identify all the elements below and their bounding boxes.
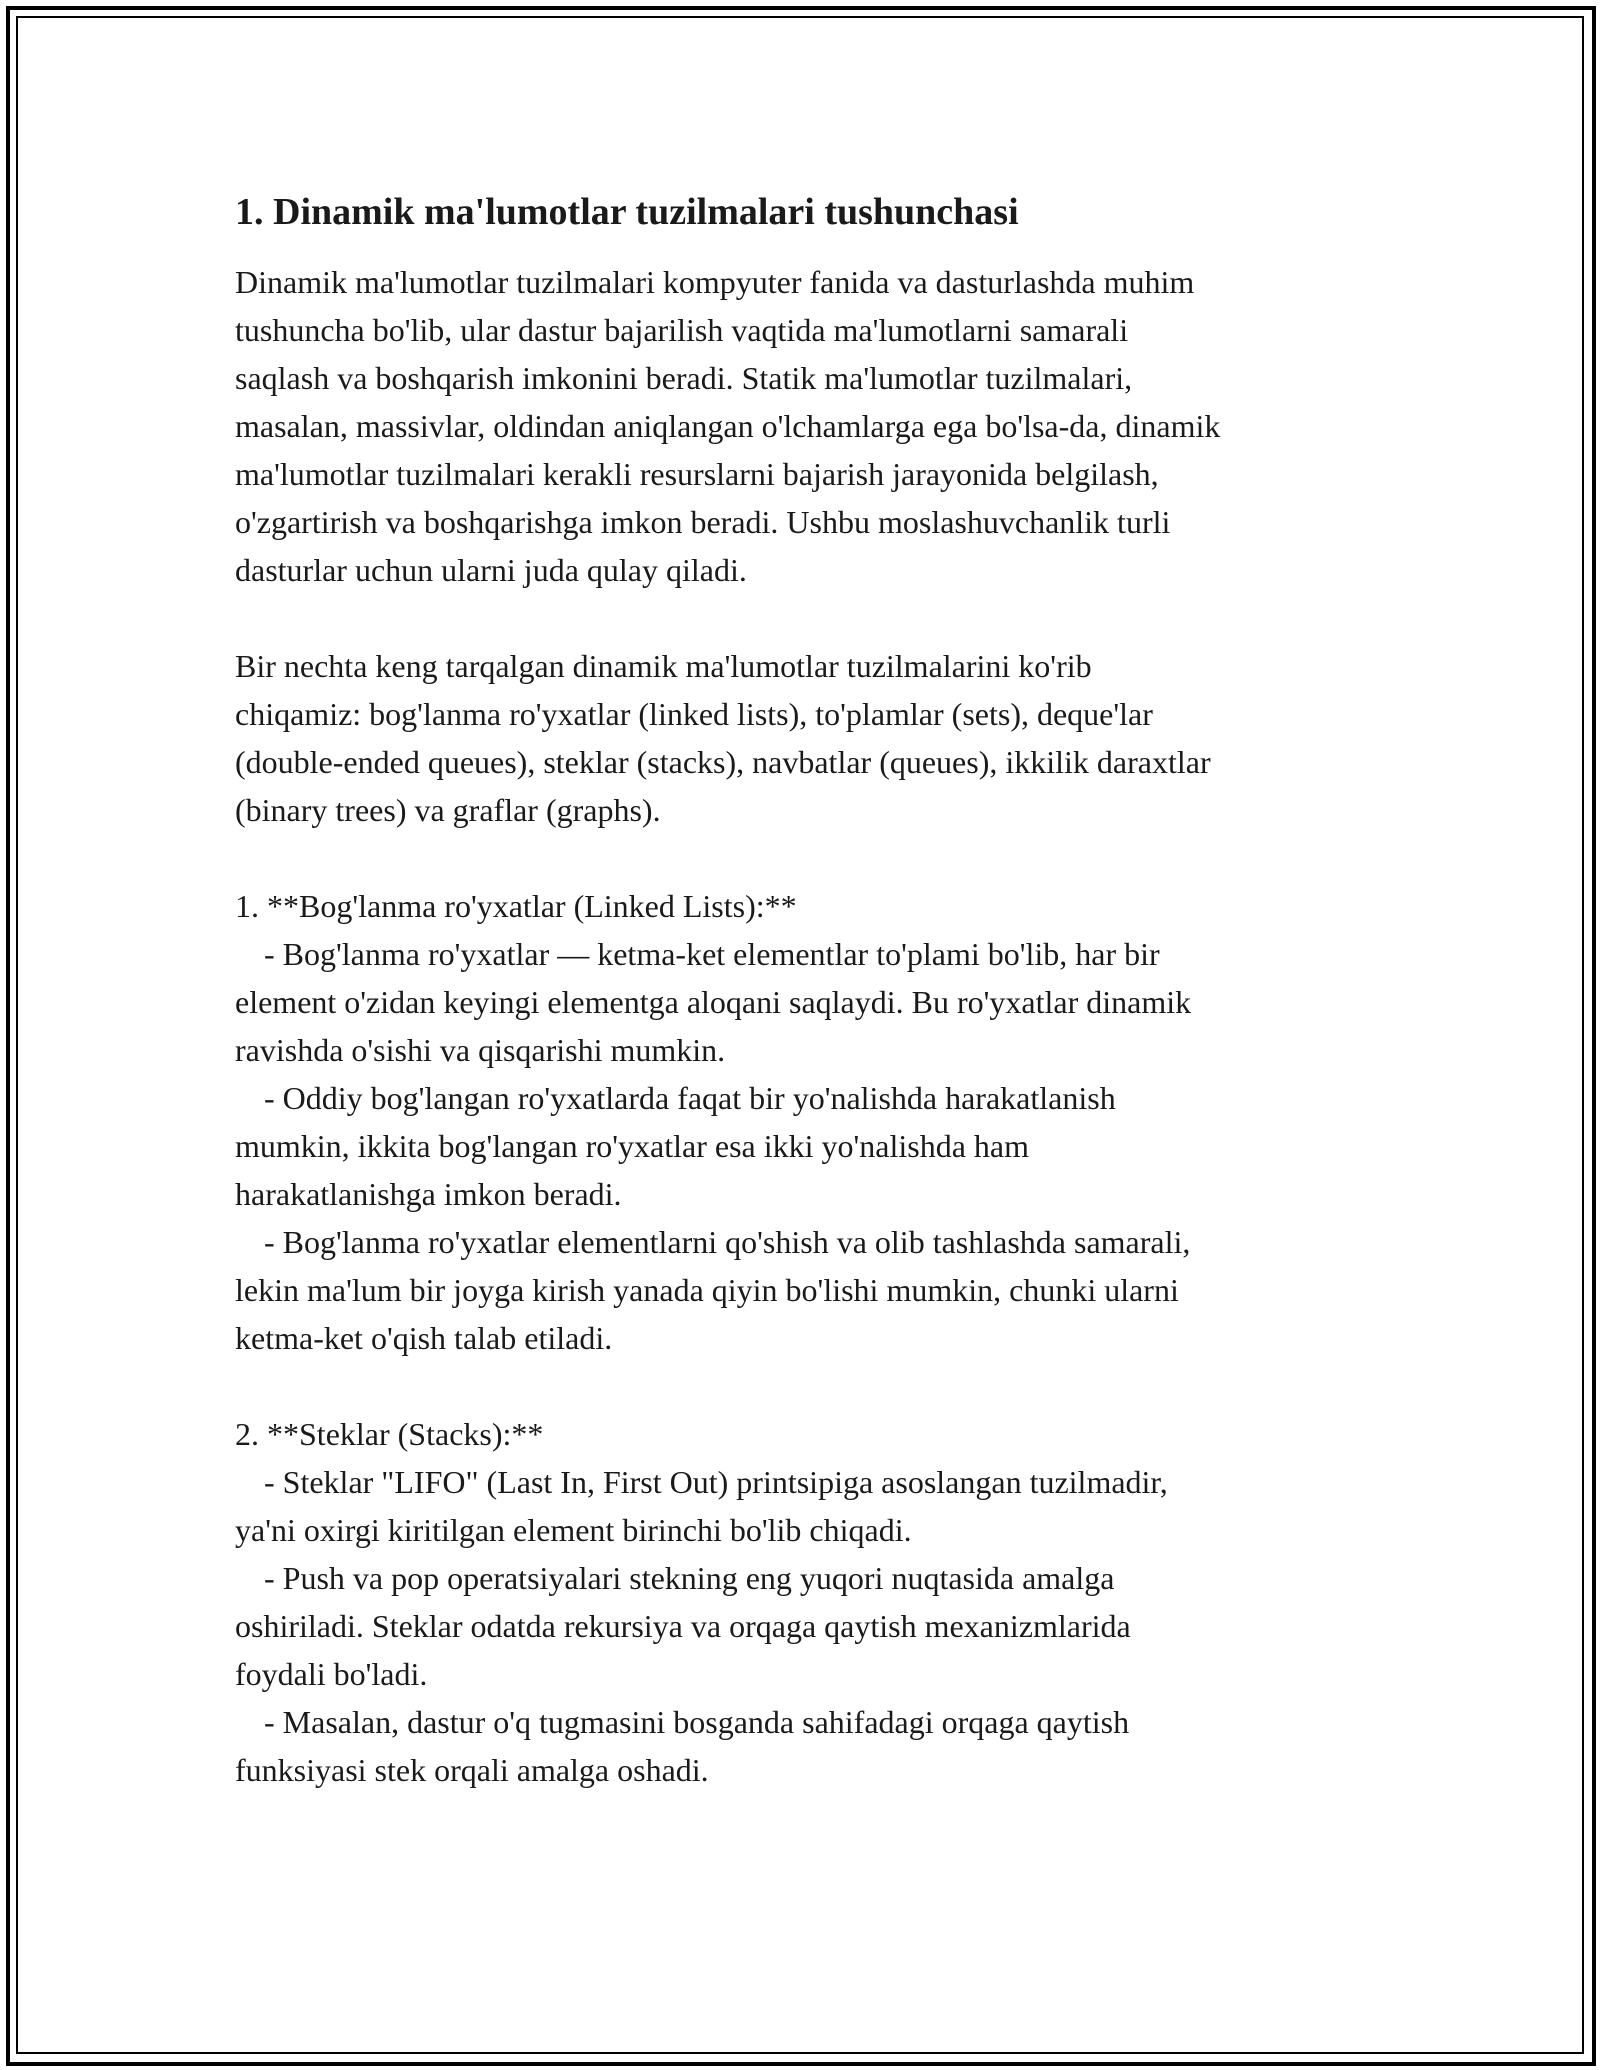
list-item: [235, 1698, 1385, 1794]
text-line: - Push va pop operatsiyalari stekning eng yuqori nuqtasida amalga: [264, 1560, 1115, 1596]
text-line: ya'ni oxirgi kiritilgan element birinchi bo'lib chiqadi.: [235, 1512, 912, 1548]
intro-paragraph: [235, 258, 1385, 594]
text-line: - Bog'lanma ro'yxatlar elementlarni qo'shish va olib tashlashda samarali,: [264, 1224, 1191, 1260]
text-line: - Masalan, dastur o'q tugmasini bosganda sahifadagi orqaga qaytish: [264, 1704, 1130, 1740]
text-line: ma'lumotlar tuzilmalari kerakli resurslarni bajarish jarayonida belgilash,: [235, 456, 1159, 492]
spacer: [235, 1362, 1385, 1410]
text-line: mumkin, ikkita bog'langan ro'yxatlar esa ikki yo'nalishda ham: [235, 1128, 1030, 1164]
spacer: [235, 834, 1385, 882]
text-line: Dinamik ma'lumotlar tuzilmalari kompyuter fanida va dasturlashda muhim: [235, 264, 1195, 300]
text-line: tushuncha bo'lib, ular dastur bajarilish vaqtida ma'lumotlarni samarali: [235, 312, 1129, 348]
list-item: [235, 1554, 1385, 1698]
text-line: (double-ended queues), steklar (stacks), navbatlar (queues), ikkilik daraxtlar: [235, 744, 1211, 780]
text-line: (binary trees) va graflar (graphs).: [235, 792, 661, 828]
section-title: 2. **Steklar (Stacks):**: [235, 1416, 544, 1452]
text-line: harakatlanishga imkon beradi.: [235, 1176, 622, 1212]
text-line: saqlash va boshqarish imkonini beradi. Statik ma'lumotlar tuzilmalari,: [235, 360, 1133, 396]
overview-paragraph: [235, 642, 1385, 834]
list-item: [235, 1074, 1385, 1218]
text-line: ketma-ket o'qish talab etiladi.: [235, 1320, 613, 1356]
spacer: [235, 594, 1385, 642]
section-linked-lists: [235, 882, 1385, 1362]
list-item: [235, 1218, 1385, 1362]
text-line: foydali bo'ladi.: [235, 1656, 428, 1692]
section-title: 1. **Bog'lanma ro'yxatlar (Linked Lists):**: [235, 888, 797, 924]
document-body: [235, 188, 1385, 1794]
text-line: Bir nechta keng tarqalgan dinamik ma'lumotlar tuzilmalarini ko'rib: [235, 648, 1092, 684]
text-line: funksiyasi stek orqali amalga oshadi.: [235, 1752, 709, 1788]
text-line: - Bog'lanma ro'yxatlar — ketma-ket elementlar to'plami bo'lib, har bir: [264, 936, 1160, 972]
text-line: - Steklar "LIFO" (Last In, First Out) printsipiga asoslangan tuzilmadir,: [264, 1464, 1168, 1500]
section-stacks: [235, 1410, 1385, 1794]
text-line: o'zgartirish va boshqarishga imkon beradi. Ushbu moslashuvchanlik turli: [235, 504, 1171, 540]
page-title: 1. Dinamik ma'lumotlar tuzilmalari tushunchasi: [235, 191, 1019, 233]
text-line: - Oddiy bog'langan ro'yxatlarda faqat bir yo'nalishda harakatlanish: [264, 1080, 1116, 1116]
text-line: chiqamiz: bog'lanma ro'yxatlar (linked lists), to'plamlar (sets), deque'lar: [235, 696, 1153, 732]
text-line: ravishda o'sishi va qisqarishi mumkin.: [235, 1032, 726, 1068]
text-line: element o'zidan keyingi elementga aloqani saqlaydi. Bu ro'yxatlar dinamik: [235, 984, 1192, 1020]
text-line: oshiriladi. Steklar odatda rekursiya va orqaga qaytish mexanizmlarida: [235, 1608, 1131, 1644]
text-line: masalan, massivlar, oldindan aniqlangan o'lchamlarga ega bo'lsa-da, dinamik: [235, 408, 1221, 444]
text-line: dasturlar uchun ularni juda qulay qiladi.: [235, 552, 747, 588]
list-item: [235, 1458, 1385, 1554]
list-item: [235, 930, 1385, 1074]
text-line: lekin ma'lum bir joyga kirish yanada qiyin bo'lishi mumkin, chunki ularni: [235, 1272, 1179, 1308]
